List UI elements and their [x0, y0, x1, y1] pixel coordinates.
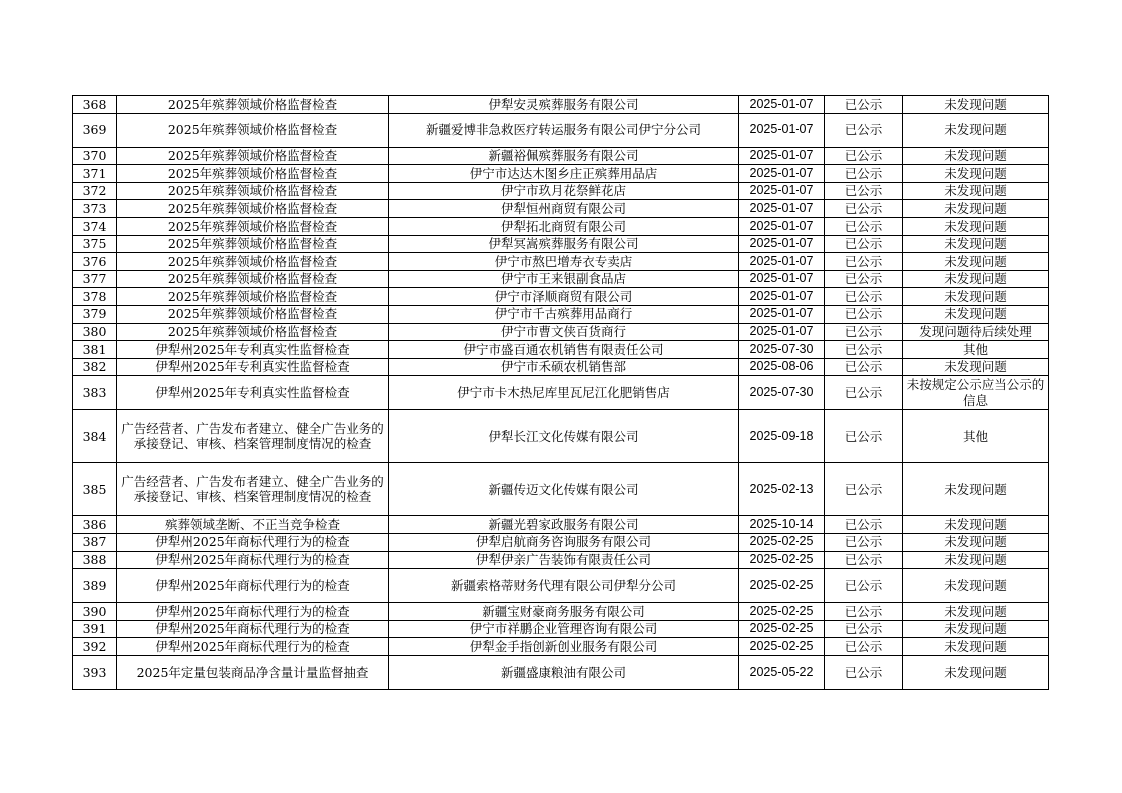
publication-status-cell: 已公示 — [825, 376, 903, 410]
row-number-cell: 375 — [73, 235, 117, 253]
table-row — [73, 113, 1049, 147]
inspection-date-cell: 2025-02-25 — [739, 620, 825, 638]
inspection-date-cell: 2025-09-18 — [739, 410, 825, 463]
inspection-date-cell: 2025-01-07 — [739, 165, 825, 183]
inspection-result-cell: 未发现问题 — [903, 638, 1049, 656]
inspection-date-cell: 2025-02-25 — [739, 569, 825, 603]
publication-status-cell: 已公示 — [825, 341, 903, 359]
inspection-result-cell: 未发现问题 — [903, 603, 1049, 621]
inspection-date-cell: 2025-01-07 — [739, 217, 825, 235]
row-number-cell: 381 — [73, 341, 117, 359]
inspection-task-cell: 2025年殡葬领域价格监督检查 — [117, 165, 389, 183]
inspection-task-cell: 广告经营者、广告发布者建立、健全广告业务的承接登记、审核、档案管理制度情况的检查 — [117, 410, 389, 463]
inspection-result-cell: 其他 — [903, 341, 1049, 359]
inspection-task-cell: 2025年殡葬领域价格监督检查 — [117, 235, 389, 253]
inspection-task-cell: 2025年殡葬领域价格监督检查 — [117, 217, 389, 235]
inspection-task-cell: 2025年殡葬领域价格监督检查 — [117, 323, 389, 341]
company-name-cell: 伊宁市千古殡葬用品商行 — [389, 305, 739, 323]
inspection-task-cell: 2025年定量包装商品净含量计量监督抽查 — [117, 655, 389, 689]
table-row — [73, 620, 1049, 638]
publication-status-cell: 已公示 — [825, 200, 903, 218]
inspection-task-cell: 伊犁州2025年专利真实性监督检查 — [117, 341, 389, 359]
publication-status-cell: 已公示 — [825, 516, 903, 534]
inspection-result-cell: 未发现问题 — [903, 516, 1049, 534]
company-name-cell: 伊宁市曹文侠百货商行 — [389, 323, 739, 341]
row-number-cell: 374 — [73, 217, 117, 235]
row-number-cell: 383 — [73, 376, 117, 410]
publication-status-cell: 已公示 — [825, 288, 903, 306]
inspection-results-table — [72, 95, 1049, 690]
publication-status-cell: 已公示 — [825, 217, 903, 235]
inspection-task-cell: 广告经营者、广告发布者建立、健全广告业务的承接登记、审核、档案管理制度情况的检查 — [117, 463, 389, 516]
inspection-date-cell: 2025-07-30 — [739, 341, 825, 359]
inspection-result-cell: 未发现问题 — [903, 551, 1049, 569]
inspection-date-cell: 2025-01-07 — [739, 253, 825, 271]
publication-status-cell: 已公示 — [825, 655, 903, 689]
publication-status-cell: 已公示 — [825, 410, 903, 463]
table-row — [73, 235, 1049, 253]
company-name-cell: 新疆爱博非急救医疗转运服务有限公司伊宁分公司 — [389, 113, 739, 147]
inspection-date-cell: 2025-01-07 — [739, 270, 825, 288]
table-row — [73, 410, 1049, 463]
inspection-date-cell: 2025-01-07 — [739, 288, 825, 306]
table-row — [73, 638, 1049, 656]
table-row — [73, 288, 1049, 306]
inspection-result-cell: 未发现问题 — [903, 305, 1049, 323]
publication-status-cell: 已公示 — [825, 270, 903, 288]
publication-status-cell: 已公示 — [825, 569, 903, 603]
company-name-cell: 伊犁拓北商贸有限公司 — [389, 217, 739, 235]
company-name-cell: 伊犁安灵殡葬服务有限公司 — [389, 96, 739, 114]
inspection-result-cell: 未发现问题 — [903, 253, 1049, 271]
inspection-result-cell: 未发现问题 — [903, 358, 1049, 376]
row-number-cell: 372 — [73, 182, 117, 200]
table-row — [73, 200, 1049, 218]
row-number-cell: 380 — [73, 323, 117, 341]
inspection-task-cell: 伊犁州2025年商标代理行为的检查 — [117, 620, 389, 638]
inspection-task-cell: 2025年殡葬领域价格监督检查 — [117, 96, 389, 114]
company-name-cell: 伊犁伊亲广告装饰有限责任公司 — [389, 551, 739, 569]
inspection-task-cell: 2025年殡葬领域价格监督检查 — [117, 147, 389, 165]
company-name-cell: 新疆光碧家政服务有限公司 — [389, 516, 739, 534]
company-name-cell: 伊犁冥嵩殡葬服务有限公司 — [389, 235, 739, 253]
inspection-task-cell: 伊犁州2025年商标代理行为的检查 — [117, 603, 389, 621]
publication-status-cell: 已公示 — [825, 620, 903, 638]
inspection-task-cell: 2025年殡葬领域价格监督检查 — [117, 200, 389, 218]
inspection-task-cell: 2025年殡葬领域价格监督检查 — [117, 113, 389, 147]
row-number-cell: 389 — [73, 569, 117, 603]
company-name-cell: 伊犁恒州商贸有限公司 — [389, 200, 739, 218]
inspection-date-cell: 2025-01-07 — [739, 323, 825, 341]
table-row — [73, 253, 1049, 271]
inspection-task-cell: 2025年殡葬领域价格监督检查 — [117, 305, 389, 323]
inspection-result-cell: 未发现问题 — [903, 463, 1049, 516]
inspection-date-cell: 2025-07-30 — [739, 376, 825, 410]
inspection-date-cell: 2025-05-22 — [739, 655, 825, 689]
row-number-cell: 386 — [73, 516, 117, 534]
table-row — [73, 96, 1049, 114]
row-number-cell: 370 — [73, 147, 117, 165]
company-name-cell: 伊犁启航商务咨询服务有限公司 — [389, 533, 739, 551]
row-number-cell: 387 — [73, 533, 117, 551]
inspection-date-cell: 2025-02-25 — [739, 533, 825, 551]
inspection-result-cell: 未发现问题 — [903, 182, 1049, 200]
row-number-cell: 368 — [73, 96, 117, 114]
table-row — [73, 655, 1049, 689]
publication-status-cell: 已公示 — [825, 533, 903, 551]
inspection-result-cell: 未发现问题 — [903, 270, 1049, 288]
inspection-task-cell: 2025年殡葬领域价格监督检查 — [117, 270, 389, 288]
inspection-result-cell: 未发现问题 — [903, 165, 1049, 183]
inspection-result-cell: 发现问题待后续处理 — [903, 323, 1049, 341]
table-row — [73, 533, 1049, 551]
company-name-cell: 伊宁市祥鹏企业管理咨询有限公司 — [389, 620, 739, 638]
inspection-date-cell: 2025-01-07 — [739, 235, 825, 253]
inspection-result-cell: 未发现问题 — [903, 147, 1049, 165]
inspection-result-cell: 未发现问题 — [903, 113, 1049, 147]
inspection-date-cell: 2025-02-25 — [739, 638, 825, 656]
publication-status-cell: 已公示 — [825, 113, 903, 147]
publication-status-cell: 已公示 — [825, 463, 903, 516]
table-row — [73, 603, 1049, 621]
company-name-cell: 新疆盛康粮油有限公司 — [389, 655, 739, 689]
table-row — [73, 341, 1049, 359]
row-number-cell: 393 — [73, 655, 117, 689]
inspection-date-cell: 2025-02-25 — [739, 551, 825, 569]
table-row — [73, 147, 1049, 165]
row-number-cell: 388 — [73, 551, 117, 569]
inspection-task-cell: 伊犁州2025年商标代理行为的检查 — [117, 569, 389, 603]
table-body — [73, 96, 1049, 690]
table-row — [73, 358, 1049, 376]
publication-status-cell: 已公示 — [825, 603, 903, 621]
company-name-cell: 新疆裕佩殡葬服务有限公司 — [389, 147, 739, 165]
inspection-date-cell: 2025-01-07 — [739, 200, 825, 218]
table-row — [73, 551, 1049, 569]
publication-status-cell: 已公示 — [825, 96, 903, 114]
inspection-task-cell: 伊犁州2025年商标代理行为的检查 — [117, 638, 389, 656]
publication-status-cell: 已公示 — [825, 323, 903, 341]
publication-status-cell: 已公示 — [825, 147, 903, 165]
table-row — [73, 182, 1049, 200]
publication-status-cell: 已公示 — [825, 638, 903, 656]
row-number-cell: 382 — [73, 358, 117, 376]
table-row — [73, 165, 1049, 183]
company-name-cell: 新疆索格蒂财务代理有限公司伊犁分公司 — [389, 569, 739, 603]
company-name-cell: 新疆传迈文化传媒有限公司 — [389, 463, 739, 516]
inspection-result-cell: 未发现问题 — [903, 288, 1049, 306]
company-name-cell: 伊宁市王来银副食品店 — [389, 270, 739, 288]
row-number-cell: 390 — [73, 603, 117, 621]
row-number-cell: 377 — [73, 270, 117, 288]
publication-status-cell: 已公示 — [825, 165, 903, 183]
inspection-date-cell: 2025-01-07 — [739, 113, 825, 147]
row-number-cell: 385 — [73, 463, 117, 516]
company-name-cell: 伊宁市盛百通农机销售有限责任公司 — [389, 341, 739, 359]
publication-status-cell: 已公示 — [825, 305, 903, 323]
table-row — [73, 270, 1049, 288]
inspection-date-cell: 2025-01-07 — [739, 96, 825, 114]
publication-status-cell: 已公示 — [825, 235, 903, 253]
inspection-date-cell: 2025-02-25 — [739, 603, 825, 621]
company-name-cell: 伊犁长江文化传媒有限公司 — [389, 410, 739, 463]
inspection-task-cell: 伊犁州2025年专利真实性监督检查 — [117, 358, 389, 376]
row-number-cell: 369 — [73, 113, 117, 147]
inspection-task-cell: 殡葬领域垄断、不正当竞争检查 — [117, 516, 389, 534]
table-row — [73, 569, 1049, 603]
table-row — [73, 323, 1049, 341]
inspection-result-cell: 未发现问题 — [903, 569, 1049, 603]
inspection-task-cell: 2025年殡葬领域价格监督检查 — [117, 182, 389, 200]
inspection-result-cell: 未发现问题 — [903, 235, 1049, 253]
inspection-task-cell: 伊犁州2025年专利真实性监督检查 — [117, 376, 389, 410]
publication-status-cell: 已公示 — [825, 551, 903, 569]
row-number-cell: 384 — [73, 410, 117, 463]
company-name-cell: 伊宁市卡木热尼库里瓦尼江化肥销售店 — [389, 376, 739, 410]
inspection-result-cell: 未发现问题 — [903, 96, 1049, 114]
inspection-date-cell: 2025-01-07 — [739, 147, 825, 165]
table-row — [73, 217, 1049, 235]
row-number-cell: 373 — [73, 200, 117, 218]
company-name-cell: 伊宁市禾硕农机销售部 — [389, 358, 739, 376]
row-number-cell: 392 — [73, 638, 117, 656]
table-row — [73, 376, 1049, 410]
row-number-cell: 391 — [73, 620, 117, 638]
inspection-result-cell: 其他 — [903, 410, 1049, 463]
table-row — [73, 516, 1049, 534]
row-number-cell: 379 — [73, 305, 117, 323]
publication-status-cell: 已公示 — [825, 253, 903, 271]
inspection-date-cell: 2025-01-07 — [739, 182, 825, 200]
inspection-date-cell: 2025-01-07 — [739, 305, 825, 323]
inspection-date-cell: 2025-02-13 — [739, 463, 825, 516]
inspection-result-cell: 未发现问题 — [903, 217, 1049, 235]
company-name-cell: 伊犁金手指创新创业服务有限公司 — [389, 638, 739, 656]
inspection-result-cell: 未按规定公示应当公示的信息 — [903, 376, 1049, 410]
inspection-result-cell: 未发现问题 — [903, 655, 1049, 689]
table-row — [73, 305, 1049, 323]
publication-status-cell: 已公示 — [825, 358, 903, 376]
company-name-cell: 伊宁市达达木图乡庄正殡葬用品店 — [389, 165, 739, 183]
inspection-task-cell: 伊犁州2025年商标代理行为的检查 — [117, 533, 389, 551]
company-name-cell: 伊宁市泽顺商贸有限公司 — [389, 288, 739, 306]
inspection-result-cell: 未发现问题 — [903, 533, 1049, 551]
inspection-date-cell: 2025-10-14 — [739, 516, 825, 534]
inspection-result-cell: 未发现问题 — [903, 620, 1049, 638]
row-number-cell: 378 — [73, 288, 117, 306]
company-name-cell: 伊宁市熬巴增寿衣专卖店 — [389, 253, 739, 271]
inspection-result-cell: 未发现问题 — [903, 200, 1049, 218]
company-name-cell: 伊宁市玖月花祭鲜花店 — [389, 182, 739, 200]
inspection-task-cell: 2025年殡葬领域价格监督检查 — [117, 288, 389, 306]
company-name-cell: 新疆宝财豪商务服务有限公司 — [389, 603, 739, 621]
row-number-cell: 371 — [73, 165, 117, 183]
row-number-cell: 376 — [73, 253, 117, 271]
table-row — [73, 463, 1049, 516]
inspection-task-cell: 伊犁州2025年商标代理行为的检查 — [117, 551, 389, 569]
inspection-task-cell: 2025年殡葬领域价格监督检查 — [117, 253, 389, 271]
inspection-date-cell: 2025-08-06 — [739, 358, 825, 376]
publication-status-cell: 已公示 — [825, 182, 903, 200]
